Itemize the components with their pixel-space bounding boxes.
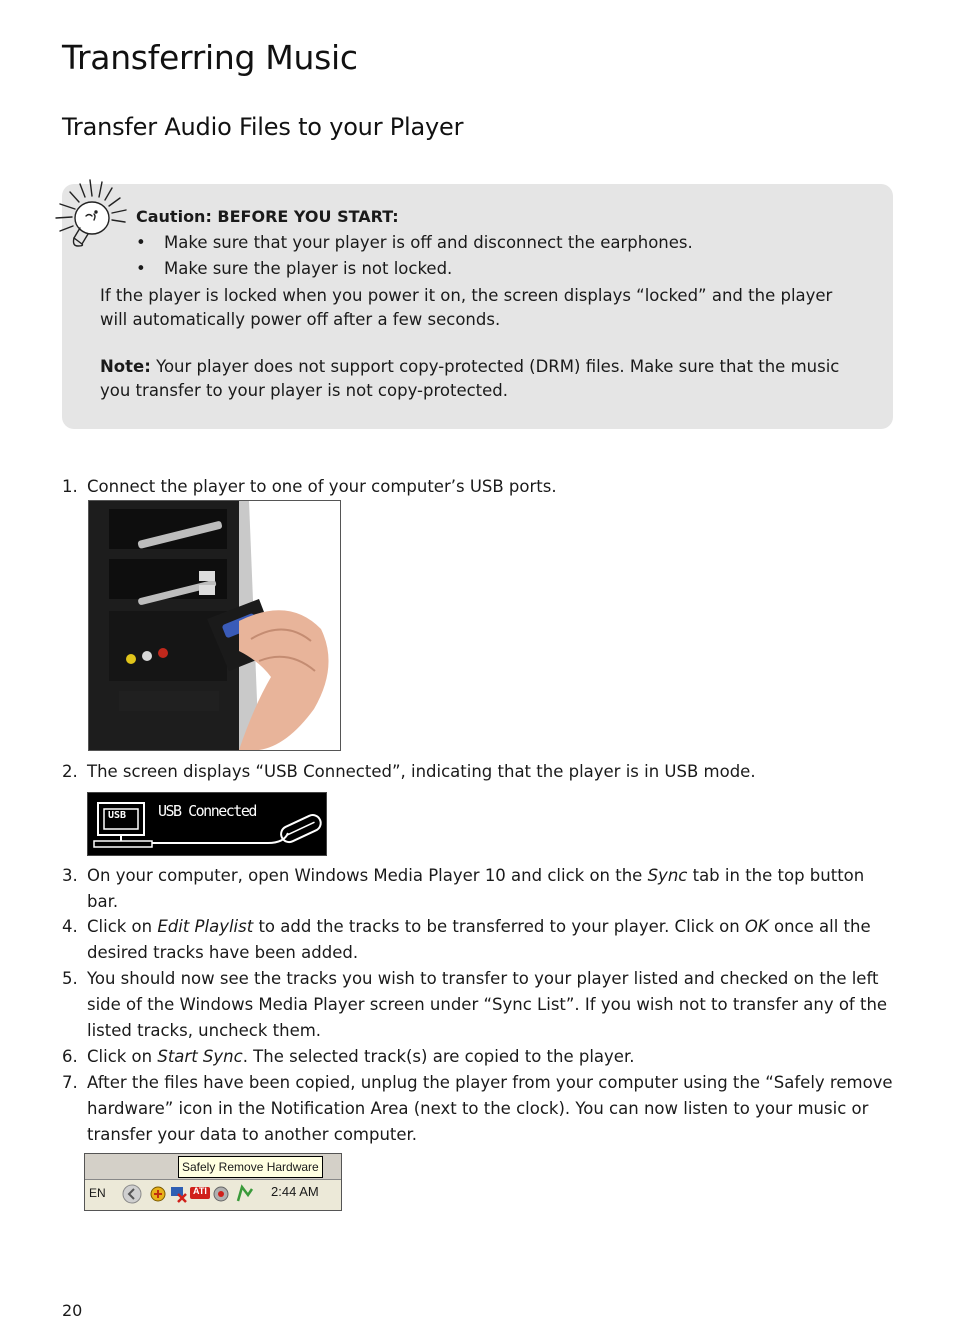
- notification-area-screenshot: [84, 1153, 342, 1211]
- network-icon[interactable]: [151, 1187, 165, 1201]
- lightbulb-icon: [50, 176, 132, 260]
- chevron-left-icon[interactable]: [123, 1185, 141, 1203]
- page-title: Transferring Music: [62, 38, 358, 77]
- step-4: 4. Click on Edit Playlist to add the tracks to be transferred to your player. Click on OK once all the desired tracks have been added.: [62, 917, 871, 962]
- usb-icon-label: USB: [108, 810, 127, 821]
- section-subtitle: Transfer Audio Files to your Player: [62, 113, 464, 141]
- ati-label: ATI: [193, 1186, 207, 1196]
- step-5: 5. You should now see the tracks you wish to transfer to your player listed and checked on the left side of the Windows Media Player screen under “Sync List”. If you wish not to transfer any of the listed tracks, uncheck them.: [62, 969, 888, 1040]
- safely-remove-tooltip: Safely Remove Hardware: [178, 1156, 323, 1178]
- safely-remove-icon[interactable]: [171, 1187, 186, 1202]
- usb-connection-photo: [88, 500, 341, 751]
- locked-paragraph: If the player is locked when you power it on, the screen displays “locked” and the player will automatically power off after a few seconds.: [100, 286, 833, 329]
- language-indicator[interactable]: EN: [89, 1186, 106, 1200]
- usb-connected-display: [87, 792, 327, 856]
- usb-status-text: USB Connected: [158, 802, 256, 820]
- step-7: 7. After the files have been copied, unplug the player from your computer using the “Safely remove hardware” icon in the Notification Area (next to the clock). You can now listen to your music or transfer your data to another computer.: [62, 1073, 893, 1144]
- tray-clock[interactable]: 2:44 AM: [271, 1184, 319, 1199]
- settings-icon[interactable]: [214, 1187, 228, 1201]
- step-2: 2. The screen displays “USB Connected”, indicating that the player is in USB mode.: [62, 762, 756, 781]
- note-label: Note:: [100, 357, 151, 376]
- caution-bullet: • Make sure the player is not locked.: [136, 259, 453, 278]
- note-paragraph: Note: Your player does not support copy-protected (DRM) files. Make sure that the music you transfer to your player is not copy-protected.: [100, 357, 840, 400]
- caution-bullet: • Make sure that your player is off and disconnect the earphones.: [136, 233, 693, 252]
- step-3: 3. On your computer, open Windows Media Player 10 and click on the Sync tab in the top button bar.: [62, 866, 865, 911]
- status-icon[interactable]: [238, 1187, 252, 1201]
- computer-usb-illustration: [89, 501, 340, 750]
- page-number: 20: [62, 1301, 83, 1320]
- step-6: 6. Click on Start Sync. The selected track(s) are copied to the player.: [62, 1047, 635, 1066]
- step-1: 1. Connect the player to one of your computer’s USB ports.: [62, 477, 557, 496]
- caution-heading: Caution: BEFORE YOU START:: [136, 207, 399, 226]
